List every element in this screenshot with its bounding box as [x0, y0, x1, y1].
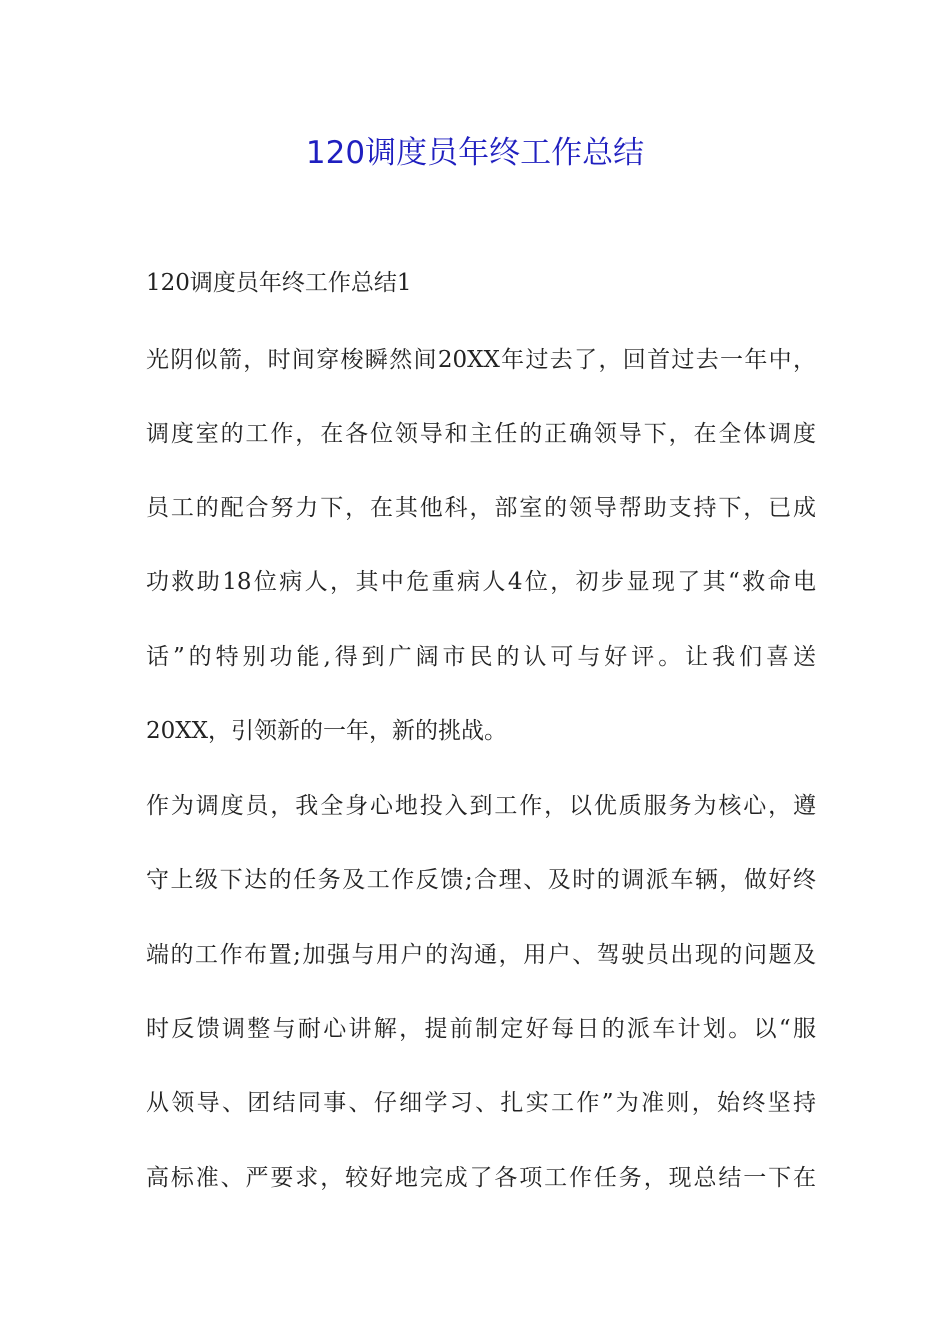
- paragraph-line: 调度室的工作，在各位领导和主任的正确领导下，在全体调度: [146, 421, 816, 447]
- paragraph-line: 员工的配合努力下，在其他科，部室的领导帮助支持下，已成: [146, 495, 816, 521]
- document-title: 120调度员年终工作总结: [305, 135, 645, 171]
- paragraph-line: 高标准、严要求，较好地完成了各项工作任务，现总结一下在: [146, 1165, 816, 1191]
- paragraph-line: 守上级下达的任务及工作反馈;合理、及时的调派车辆，做好终: [146, 867, 816, 893]
- paragraph-line: 话”的特别功能,得到广阔市民的认可与好评。让我们喜送: [146, 644, 816, 670]
- paragraph-line: 光阴似箭，时间穿梭瞬然间20XX年过去了，回首过去一年中，: [146, 347, 816, 373]
- paragraph-line: 作为调度员，我全身心地投入到工作，以优质服务为核心，遵: [146, 793, 816, 819]
- paragraph-line: 从领导、团结同事、仔细学习、扎实工作”为准则，始终坚持: [146, 1090, 816, 1116]
- section-heading: 120调度员年终工作总结1: [146, 270, 412, 296]
- paragraph-line: 端的工作布置;加强与用户的沟通，用户、驾驶员出现的问题及: [146, 942, 816, 968]
- paragraph-line: 功救助18位病人，其中危重病人4位，初步显现了其“救命电: [146, 569, 816, 595]
- paragraph-line: 时反馈调整与耐心讲解，提前制定好每日的派车计划。以“服: [146, 1016, 816, 1042]
- paragraph-line: 20XX，引领新的一年，新的挑战。: [146, 718, 508, 744]
